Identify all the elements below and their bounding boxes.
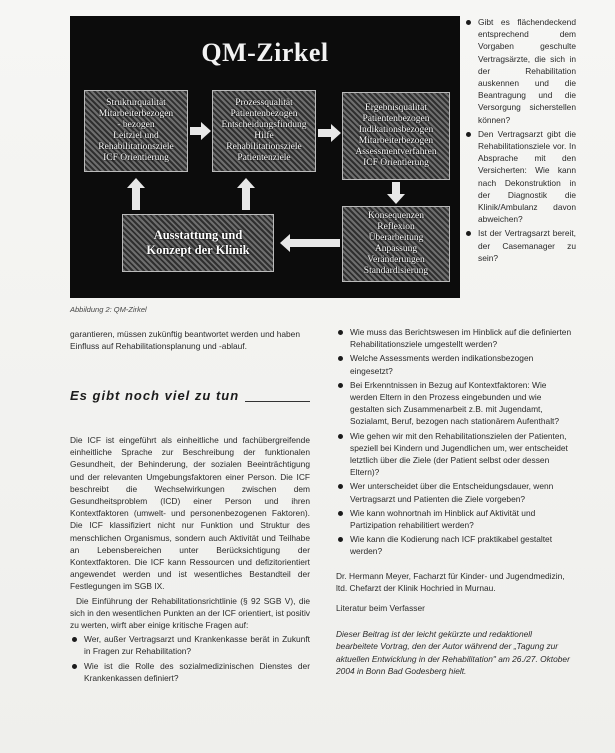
box-line: - bezogen [117, 120, 155, 130]
section-heading: Es gibt noch viel zu tun [70, 388, 240, 403]
box-line: Prozessqualität [235, 98, 293, 108]
paragraph: Die Einführung der Rehabilitationsrichtlinie (§ 92 SGB V), die sich in den wesentlichen Punkten an der ICF orientiert, ist positiv zu werten, wirft aber einige kritische Fragen auf: [70, 595, 310, 631]
right-bullet-list [336, 326, 576, 558]
box-line: Überarbeitung [368, 233, 424, 243]
arrow-right-2 [318, 129, 332, 137]
box-line: Ergebnisqualität [364, 103, 428, 113]
left-body [70, 434, 310, 686]
box-line: Standardisierung [363, 266, 429, 276]
left-continuation [70, 328, 310, 352]
list-item: Wie gehen wir mit den Rehabilitationszielen der Patienten, speziell bei Kindern und Jugendlichen um, wer entscheidet letztlich über die Ziele (der Patient selbst oder dessen Eltern)? [336, 430, 576, 479]
box-equipment-concept [122, 214, 274, 272]
author-contact: Literatur beim Verfasser [336, 603, 425, 614]
diagram-title: QM-Zirkel [201, 38, 329, 67]
box-line: Patientenbezogen [362, 114, 430, 124]
list-item: Wer, außer Vertragsarzt und Krankenkasse berät in Zukunft in Fragen zur Rehabilitation? [70, 633, 310, 657]
left-bullet-list [70, 633, 310, 684]
box-line: Mitarbeiterbezogen [98, 109, 174, 119]
list-item: Wie muss das Berichtswesen im Hinblick auf die definierten Rehabilitationsziele umgestellt werden? [336, 326, 576, 350]
box-line: ICF Orientierung [103, 153, 169, 163]
top-right-bullet-list [464, 16, 576, 264]
arrow-left [290, 239, 340, 247]
author-info: Dr. Hermann Meyer, Facharzt für Kinder- und Jugendmedizin, ltd. Chefarzt der Klinik Hochried in Murnau. [336, 570, 565, 593]
arrow-up-1 [132, 188, 140, 210]
list-item: Ist der Vertragsarzt bereit, der Casemanager zu sein? [464, 227, 576, 264]
box-line: Rehabilitationsziele [98, 142, 174, 152]
paragraph: Die ICF ist eingeführt als einheitliche und fachübergreifende einheitliche Sprache zur Beschreibung der funktionalen Gesundheit, der Behinderung, der sozialen Beeinträchtigung und der relevanten Umgebungsfaktoren einer Person. Die ICF beschreibt die Wechselwirkungen zwischen dem Gesundheitsproblem (ICD) einer Person und ihren Kontextfaktoren (umwelt- und personenbezogenen Faktoren). Die ICF klassifiziert nicht nur Funktion und Struktur des menschlichen Organismus, sondern auch Aktivität und Teilhabe an Lebensbereichen unter Berücksichtigung der Kontextfaktoren. Die ICF kann Ressourcen und defizitorientiert angewendet werden und ist wesentliches Bestandteil der Festlegungen im SGB IX. [70, 435, 310, 592]
footnote: Dieser Beitrag ist der leicht gekürzte und redaktionell bearbeitete Vortrag, den der Autor während der „Tagung zur aktuellen Entwicklung in der Rehabilitation" am 26./27. Oktober 2004 in Bonn Bad Godesberg hielt. [336, 629, 570, 676]
right-column [336, 326, 576, 677]
arrow-up-2 [242, 188, 250, 210]
box-line: Strukturqualität [106, 98, 166, 108]
box-line: Assessmentverfahren [355, 147, 437, 157]
box-line: Ausstattung und [153, 228, 243, 242]
arrow-head-right-2 [331, 124, 341, 142]
list-item: Wer unterscheidet über die Entscheidungsdauer, wenn Vertragsarzt und Patienten die Ziele vorgeben? [336, 480, 576, 504]
top-right-column [464, 16, 576, 266]
arrow-head-left [280, 234, 290, 252]
box-line: Hilfe [254, 131, 274, 141]
list-item: Wie kann wohnortnah im Hinblick auf Aktivität und Partizipation rehabilitiert werden? [336, 507, 576, 531]
box-line: Indikationsbezogen [358, 125, 434, 135]
box-result-quality [342, 92, 450, 180]
figure-caption: Abbildung 2: QM-Zirkel [70, 305, 147, 314]
box-process-quality [212, 90, 316, 172]
box-line: Mitarbeiterbezogen [358, 136, 434, 146]
box-line: ICF Orientierung [363, 158, 429, 168]
arrow-head-right-1 [201, 122, 211, 140]
box-line: Veränderungen [367, 255, 425, 265]
qm-circle-diagram [70, 16, 460, 298]
box-line: Patientenbezogen [230, 109, 298, 119]
list-item: Welche Assessments werden indikationsbezogen eingesetzt? [336, 352, 576, 376]
box-line: Konsequenzen [368, 211, 424, 221]
list-item: Bei Erkenntnissen in Bezug auf Kontextfaktoren: Wie werden Eltern in den Prozess eingebunden und wie gestalten sich Zusammenarbeit z.B. mit Jugendamt, Sozialamt, Beruf, bezogen nach stationärem Aufenthalt? [336, 379, 576, 428]
list-item: Gibt es flächendeckend entsprechend dem Vorgaben geschulte Vertragsärzte, die sich in der Rehabilitation auskennen und die Beantragung und die Versorgung sicherstellen können? [464, 16, 576, 126]
box-consequences [342, 206, 450, 282]
box-line: Rehabilitationsziele [226, 142, 302, 152]
list-item: Wie kann die Kodierung nach ICF praktikabel gestaltet werden? [336, 533, 576, 557]
box-line: Reflexion [377, 222, 415, 232]
box-line: Patientenziele [237, 153, 291, 163]
box-line: Entscheidungsfindung [221, 120, 307, 130]
heading-rule [245, 401, 310, 402]
paragraph: garantieren, müssen zukünftig beantwortet werden und haben Einfluss auf Rehabilitationsplanung und -ablauf. [70, 329, 300, 352]
box-line: Leitziel und [113, 131, 159, 141]
list-item: Wie ist die Rolle des sozialmedizinischen Dienstes der Krankenkassen definiert? [70, 660, 310, 684]
box-structure-quality [84, 90, 188, 172]
arrow-head-up-2 [237, 178, 255, 188]
box-line: Konzept der Klinik [146, 243, 250, 257]
arrow-head-down [387, 194, 405, 204]
box-line: Anpassung [374, 244, 418, 254]
arrow-head-up-1 [127, 178, 145, 188]
list-item: Den Vertragsarzt gibt die Rehabilitationsziele vor. In Absprache mit den Versicherten: Wie kann nach Dekonstruktion in der Diagnostik die Klinik/Ambulanz davon abweichen? [464, 128, 576, 226]
